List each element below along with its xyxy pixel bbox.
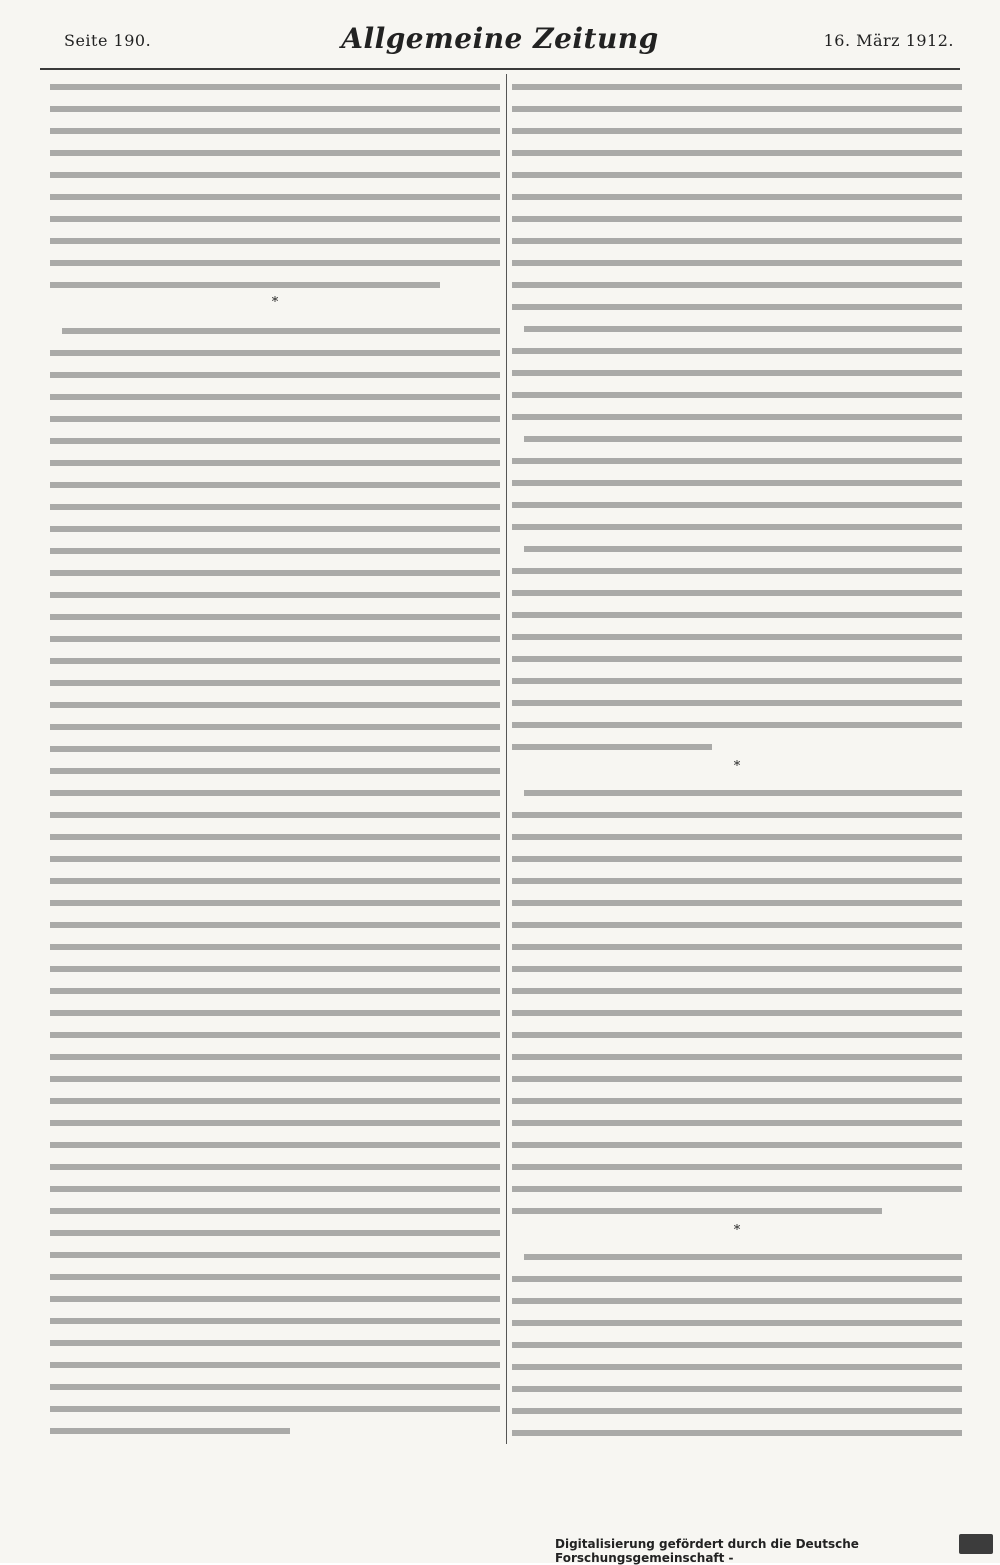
left-column — [50, 78, 500, 1438]
section-separator: * — [733, 759, 741, 774]
section-separator: * — [271, 295, 279, 310]
digitization-footer — [555, 1534, 995, 1565]
dfg-logo — [959, 1534, 993, 1554]
funding-credit: Digitalisierung gefördert durch die Deutsche Forschungsgemeinschaft - — [555, 1537, 859, 1565]
header-rule — [40, 68, 960, 70]
left-column-text-lines — [50, 78, 500, 1438]
newspaper-title: Allgemeine Zeitung — [341, 22, 659, 55]
issue-date: 16. März 1912. — [823, 31, 954, 50]
page-number: Seite 190. — [64, 31, 152, 50]
right-column — [512, 78, 962, 1438]
column-divider — [506, 74, 507, 1444]
section-separator: * — [733, 1223, 741, 1238]
page-header — [40, 22, 960, 62]
